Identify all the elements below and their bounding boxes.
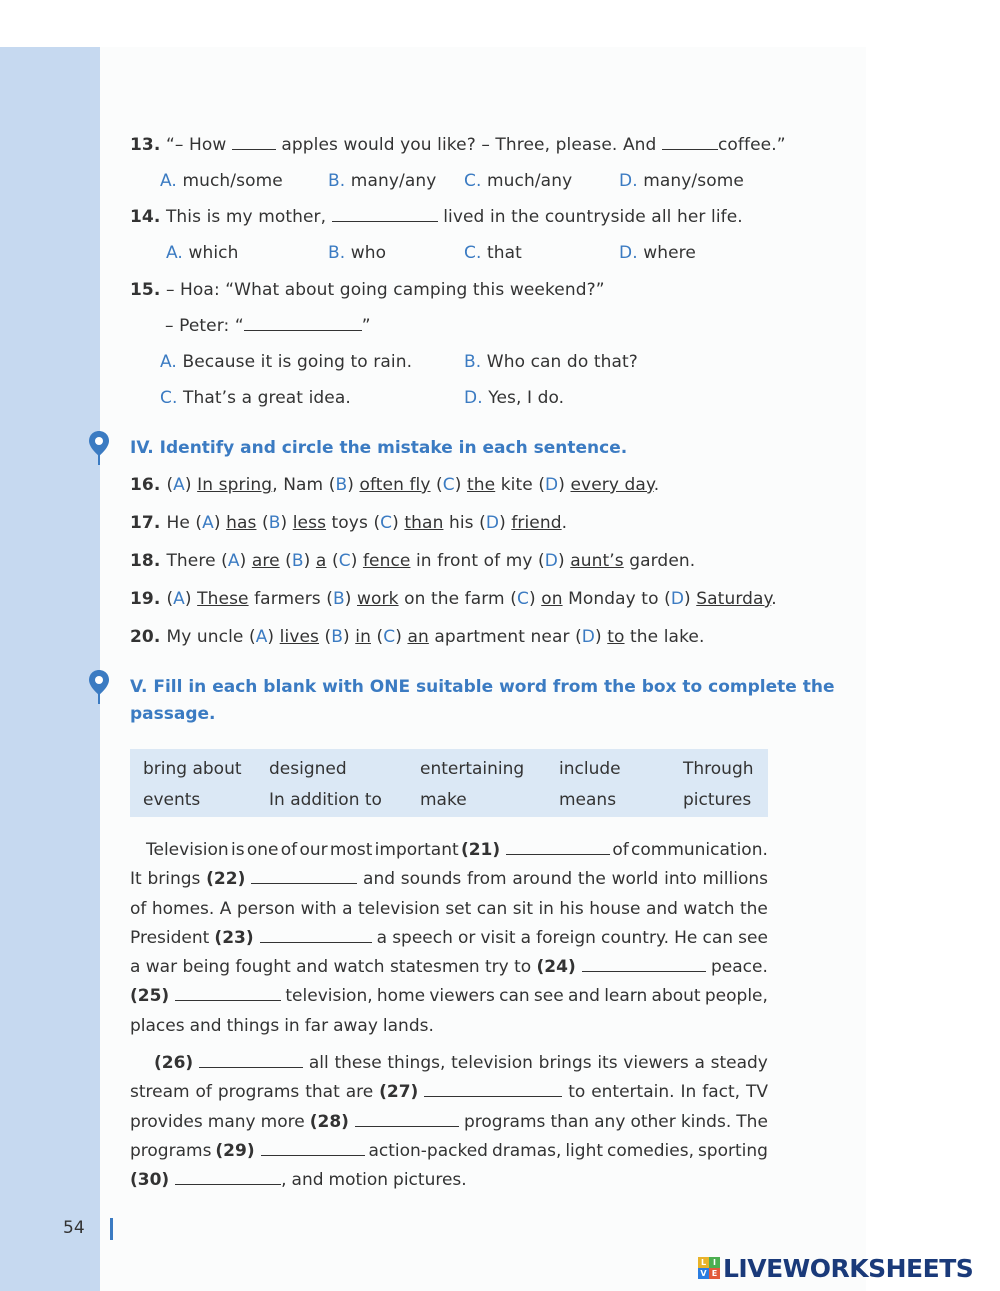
passage-line: Television is one of our most important (21) of communication. bbox=[130, 836, 768, 865]
left-decorative-sidebar bbox=[0, 47, 100, 1291]
blank-13a[interactable] bbox=[232, 133, 276, 150]
passage-line: a war being fought and watch statesmen try to (24) peace. bbox=[130, 953, 768, 982]
logo-mark-icon: L I V E bbox=[698, 1257, 720, 1279]
mistake-sentence: 19. (A) These farmers (B) work on the farm (C) on Monday to (D) Saturday. bbox=[130, 589, 777, 609]
underlined-part[interactable]: fence bbox=[362, 551, 411, 571]
mistake-sentence: 16. (A) In spring, Nam (B) often fly (C) the kite (D) every day. bbox=[130, 475, 660, 495]
word-box-item: pictures bbox=[683, 790, 752, 810]
location-pin-icon bbox=[88, 669, 110, 705]
choice-marker[interactable]: (B) bbox=[326, 589, 358, 609]
choice-marker[interactable]: (C) bbox=[331, 551, 363, 571]
page-number: 54 bbox=[63, 1218, 85, 1238]
choice-marker[interactable]: (D) bbox=[575, 627, 608, 647]
choice-marker[interactable]: (D) bbox=[538, 475, 571, 495]
choice-marker[interactable]: (A) bbox=[195, 513, 227, 533]
blank-13b[interactable] bbox=[662, 133, 718, 150]
word-box-item: make bbox=[420, 790, 467, 810]
word-box bbox=[130, 749, 768, 817]
option-13a[interactable]: A. much/some bbox=[160, 171, 283, 191]
section-5-heading-cont: passage. bbox=[130, 704, 216, 724]
option-15d[interactable]: D. Yes, I do. bbox=[464, 388, 565, 408]
option-13c[interactable]: C. much/any bbox=[464, 171, 573, 191]
underlined-part[interactable]: are bbox=[251, 551, 280, 571]
choice-marker[interactable]: (D) bbox=[538, 551, 571, 571]
underlined-part[interactable]: lives bbox=[279, 627, 319, 647]
underlined-part[interactable]: Saturday bbox=[696, 589, 772, 609]
passage-blank-22[interactable]: (22) bbox=[206, 865, 357, 894]
word-box-item: include bbox=[559, 759, 621, 779]
option-15b[interactable]: B. Who can do that? bbox=[464, 352, 638, 372]
location-pin-icon bbox=[88, 430, 110, 466]
passage-line: stream of programs that are (27) to entertain. In fact, TV bbox=[130, 1078, 768, 1107]
underlined-part[interactable]: to bbox=[607, 627, 625, 647]
word-box-item: events bbox=[143, 790, 201, 810]
passage-blank-24[interactable]: (24) bbox=[537, 953, 706, 982]
mistake-sentence: 20. My uncle (A) lives (B) in (C) an apartment near (D) to the lake. bbox=[130, 627, 705, 647]
word-box-item: Through bbox=[683, 759, 754, 779]
underlined-part[interactable]: on bbox=[541, 589, 563, 609]
choice-marker[interactable]: (B) bbox=[324, 627, 356, 647]
passage-blank-27[interactable]: (27) bbox=[379, 1078, 562, 1107]
underlined-part[interactable]: a bbox=[315, 551, 327, 571]
choice-marker[interactable]: (C) bbox=[436, 475, 467, 495]
choice-marker[interactable]: (A) bbox=[248, 627, 280, 647]
choice-marker[interactable]: (D) bbox=[479, 513, 512, 533]
passage-line: programs (29) action-packed dramas, light comedies, sporting bbox=[130, 1137, 768, 1166]
word-box-item: designed bbox=[269, 759, 347, 779]
word-box-item: means bbox=[559, 790, 617, 810]
choice-marker[interactable]: (B) bbox=[328, 475, 360, 495]
page-number-bar bbox=[110, 1218, 113, 1240]
choice-marker[interactable]: (B) bbox=[285, 551, 316, 571]
underlined-part[interactable]: the bbox=[467, 475, 496, 495]
mistake-sentence: 18. There (A) are (B) a (C) fence in front of my (D) aunt’s garden. bbox=[130, 551, 696, 571]
option-14b[interactable]: B. who bbox=[328, 243, 387, 263]
underlined-part[interactable]: has bbox=[226, 513, 257, 533]
passage-line: provides many more (28) programs than any other kinds. The bbox=[130, 1108, 768, 1137]
question-13: 13. “– How apples would you like? – Three, please. And coffee.” bbox=[130, 135, 786, 155]
choice-marker[interactable]: (A) bbox=[166, 475, 198, 495]
underlined-part[interactable]: aunt’s bbox=[570, 551, 624, 571]
choice-marker[interactable]: (C) bbox=[510, 589, 542, 609]
section-5-heading: V. Fill in each blank with ONE suitable word from the box to complete the bbox=[130, 677, 835, 697]
passage-line: (30) , and motion pictures. bbox=[130, 1166, 768, 1195]
underlined-part[interactable]: less bbox=[292, 513, 327, 533]
passage-blank-23[interactable]: (23) bbox=[214, 924, 371, 953]
underlined-part[interactable]: an bbox=[407, 627, 429, 647]
underlined-part[interactable]: friend bbox=[511, 513, 562, 533]
choice-marker[interactable]: (A) bbox=[166, 589, 198, 609]
question-14: 14. This is my mother, lived in the countryside all her life. bbox=[130, 207, 743, 227]
section-4-heading: IV. Identify and circle the mistake in each sentence. bbox=[130, 438, 628, 458]
passage-blank-26[interactable]: (26) bbox=[154, 1049, 303, 1078]
blank-14[interactable] bbox=[332, 205, 438, 222]
passage-blank-28[interactable]: (28) bbox=[310, 1108, 459, 1137]
option-14d[interactable]: D. where bbox=[619, 243, 696, 263]
choice-marker[interactable]: (C) bbox=[373, 513, 405, 533]
option-15c[interactable]: C. That’s a great idea. bbox=[160, 388, 351, 408]
passage-line: places and things in far away lands. bbox=[130, 1015, 434, 1036]
option-13b[interactable]: B. many/any bbox=[328, 171, 437, 191]
word-box-item: In addition to bbox=[269, 790, 382, 810]
passage-line: President (23) a speech or visit a foreign country. He can see bbox=[130, 924, 768, 953]
passage-blank-25[interactable]: (25) bbox=[130, 982, 281, 1011]
choice-marker[interactable]: (D) bbox=[664, 589, 697, 609]
choice-marker[interactable]: (C) bbox=[376, 627, 408, 647]
option-14a[interactable]: A. which bbox=[166, 243, 239, 263]
underlined-part[interactable]: in bbox=[355, 627, 371, 647]
underlined-part[interactable]: These bbox=[197, 589, 249, 609]
underlined-part[interactable]: In spring bbox=[197, 475, 273, 495]
question-15: 15. – Hoa: “What about going camping this weekend?” bbox=[130, 280, 605, 300]
passage-paragraph-1 bbox=[130, 836, 768, 1041]
mistake-sentence: 17. He (A) has (B) less toys (C) than his (D) friend. bbox=[130, 513, 568, 533]
underlined-part[interactable]: often fly bbox=[359, 475, 431, 495]
passage-line: of homes. A person with a television set can sit in his house and watch the bbox=[130, 898, 768, 919]
passage-line: (25) television, home viewers can see and learn about people, bbox=[130, 982, 768, 1011]
underlined-part[interactable]: every day bbox=[570, 475, 654, 495]
blank-15[interactable] bbox=[244, 314, 362, 331]
passage-blank-21[interactable]: (21) bbox=[461, 836, 610, 865]
underlined-part[interactable]: work bbox=[357, 589, 399, 609]
passage-blank-29[interactable]: (29) bbox=[215, 1137, 364, 1166]
passage-paragraph-2 bbox=[130, 1049, 768, 1195]
underlined-part[interactable]: than bbox=[404, 513, 444, 533]
choice-marker[interactable]: (B) bbox=[261, 513, 293, 533]
passage-line: It brings (22) and sounds from around the world into millions bbox=[130, 865, 768, 894]
word-box-item: entertaining bbox=[420, 759, 525, 779]
option-14c[interactable]: C. that bbox=[464, 243, 522, 263]
word-box-item: bring about bbox=[143, 759, 242, 779]
option-15a[interactable]: A. Because it is going to rain. bbox=[160, 352, 413, 372]
passage-blank-30[interactable]: (30) , bbox=[130, 1166, 287, 1195]
passage-line: (26) all these things, television brings its viewers a steady bbox=[130, 1049, 768, 1078]
option-13d[interactable]: D. many/some bbox=[619, 171, 744, 191]
liveworksheets-logo: L I V E LIVEWORKSHEETS bbox=[698, 1253, 973, 1283]
choice-marker[interactable]: (A) bbox=[221, 551, 252, 571]
question-15-reply: – Peter: “ ” bbox=[165, 316, 371, 336]
